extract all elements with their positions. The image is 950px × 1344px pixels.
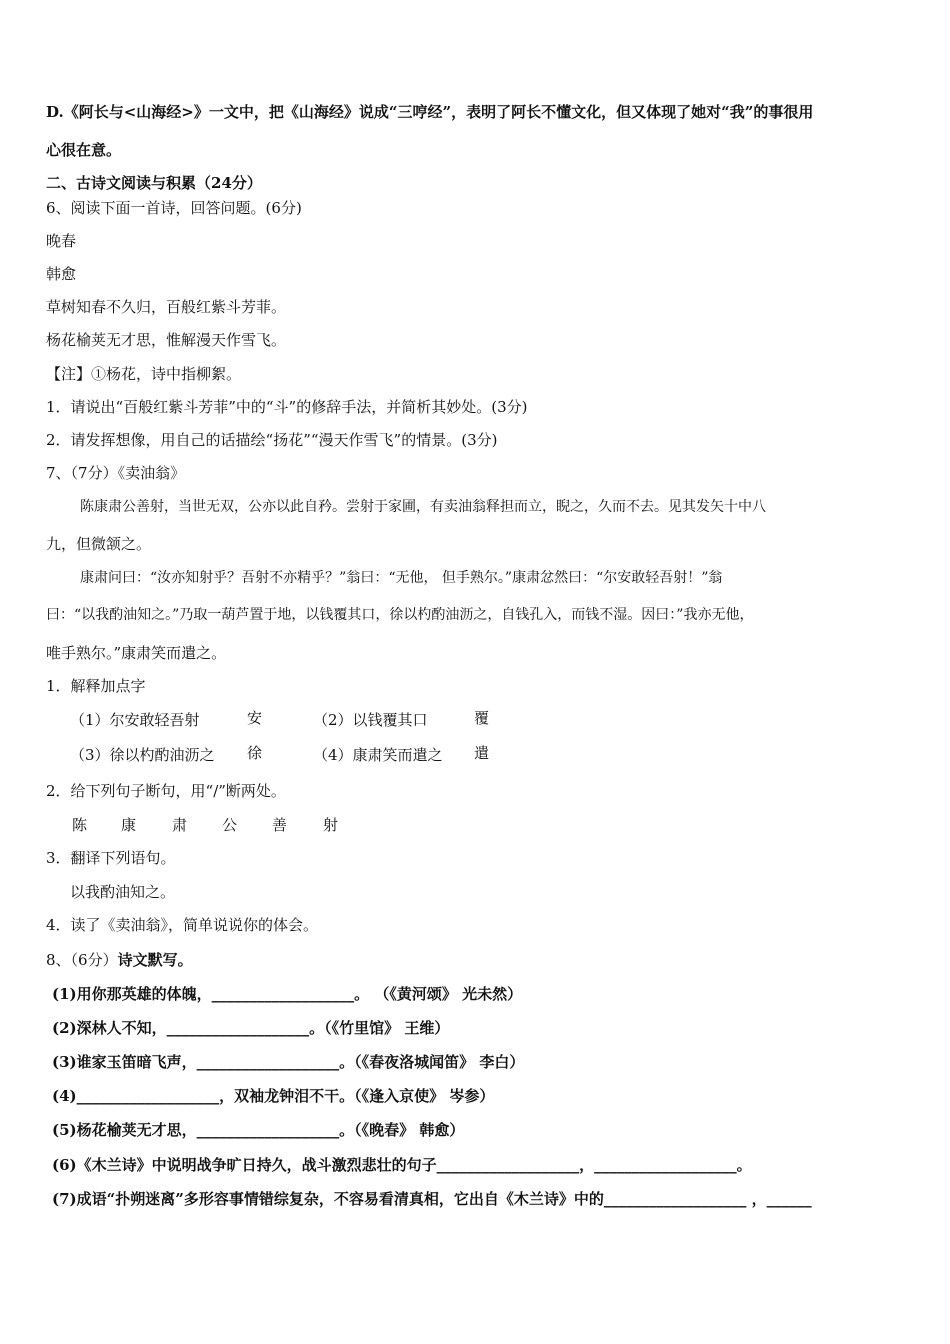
option-d-line1: D.《阿长与<山海经>》一文中，把《山海经》说成“三哼经”，表明了阿长不懂文化，但又体现了她对“我”的事很用 xyxy=(46,103,814,121)
word-item-4-char: 遣 xyxy=(474,744,490,762)
poem-author: 韩愈 xyxy=(46,265,77,283)
q7-sub4: 4．读了《卖油翁》，简单说说你的体会。 xyxy=(46,916,319,934)
q7-sub3-sentence: 以我酌油知之。 xyxy=(70,883,176,901)
word-item-2-char: 覆 xyxy=(474,709,490,727)
poem-note: 【注】①杨花，诗中指柳絮。 xyxy=(46,365,242,383)
word-item-1-char: 安 xyxy=(247,709,263,727)
q8-stem-prefix: 8、（6分） xyxy=(46,951,118,969)
q6-sub2: 2．请发挥想像，用自己的话描绘“扬花”“漫天作雪飞”的情景。(3分) xyxy=(46,431,498,449)
word-item-2-label: （2）以钱覆其口 xyxy=(313,711,428,729)
q8-stem xyxy=(46,950,193,970)
dictation-line-2: (2)深林人不知，___________________。（《竹里馆》 王维） xyxy=(52,1019,450,1037)
q7-sub1: 1．解释加点字 xyxy=(46,677,146,695)
q7-sub2: 2．给下列句子断句，用“/”断两处。 xyxy=(46,782,286,800)
q8-stem-title: 诗文默写。 xyxy=(117,951,193,969)
q7-para2-line1: 康肃问曰：“汝亦知射乎？吾射不亦精乎？”翁曰：“无他， 但手熟尔。”康肃忿然曰：“尔安敢轻吾射！”翁 xyxy=(80,570,723,586)
word-item-3-char: 徐 xyxy=(247,744,263,762)
word-item-4-label: （4）康肃笑而遣之 xyxy=(313,746,443,764)
poem-line-1: 草树知春不久归，百般红紫斗芳菲。 xyxy=(46,298,287,316)
word-item-1-label: （1）尔安敢轻吾射 xyxy=(70,711,200,729)
dictation-line-6: (6)《木兰诗》中说明战争旷日持久，战斗激烈悲壮的句子___________________，___________________。 xyxy=(52,1156,752,1174)
q7-para1-line2: 九，但微颔之。 xyxy=(46,535,152,553)
sentence-char: 陈 xyxy=(72,816,88,834)
sentence-char: 善 xyxy=(272,816,288,834)
dictation-line-5: (5)杨花榆荚无才思，___________________。（《晚春》 韩愈） xyxy=(52,1121,465,1139)
q7-para1-line1: 陈康肃公善射，当世无双，公亦以此自矜。尝射于家圃，有卖油翁释担而立，睨之，久而不去。见其发矢十中八 xyxy=(80,499,766,515)
poem-line-2: 杨花榆荚无才思，惟解漫天作雪飞。 xyxy=(46,331,287,349)
dictation-line-3: (3)谁家玉笛暗飞声，___________________。（《春夜洛城闻笛》 李白） xyxy=(52,1053,525,1071)
dictation-line-4: (4)___________________，双袖龙钟泪不干。（《逢入京使》 岑参） xyxy=(52,1087,495,1105)
q7-para2-line3: 唯手熟尔。”康肃笑而遣之。 xyxy=(46,644,227,662)
sentence-char: 肃 xyxy=(172,816,188,834)
word-item-3-label: （3）徐以杓酌油沥之 xyxy=(70,746,215,764)
q7-stem: 7、（7分）《卖油翁》 xyxy=(46,464,186,482)
sentence-char: 射 xyxy=(323,816,339,834)
option-d-line2: 心很在意。 xyxy=(46,141,122,159)
q7-sub3: 3．翻译下列语句。 xyxy=(46,849,176,867)
sentence-char: 公 xyxy=(222,816,238,834)
sentence-char: 康 xyxy=(121,816,137,834)
q7-para2-line2: 曰：“以我酌油知之。”乃取一葫芦置于地，以钱覆其口，徐以杓酌油沥之，自钱孔入，而钱不湿。因曰：”我亦无他， xyxy=(46,607,754,623)
dictation-line-1: (1)用你那英雄的体魄，___________________。 （《黄河颂》 光未然） xyxy=(52,985,523,1003)
q6-sub1: 1．请说出“百般红紫斗芳菲”中的“斗”的修辞手法，并简析其妙处。(3分) xyxy=(46,398,528,416)
dictation-line-7: (7)成语“扑朔迷离”多形容事情错综复杂，不容易看清真相，它出自《木兰诗》中的___________________ ，______ xyxy=(52,1190,812,1208)
section-2-title: 二、古诗文阅读与积累（24分） xyxy=(46,174,262,192)
poem-title: 晚春 xyxy=(46,232,77,250)
q6-stem: 6、阅读下面一首诗，回答问题。(6分) xyxy=(46,199,302,217)
